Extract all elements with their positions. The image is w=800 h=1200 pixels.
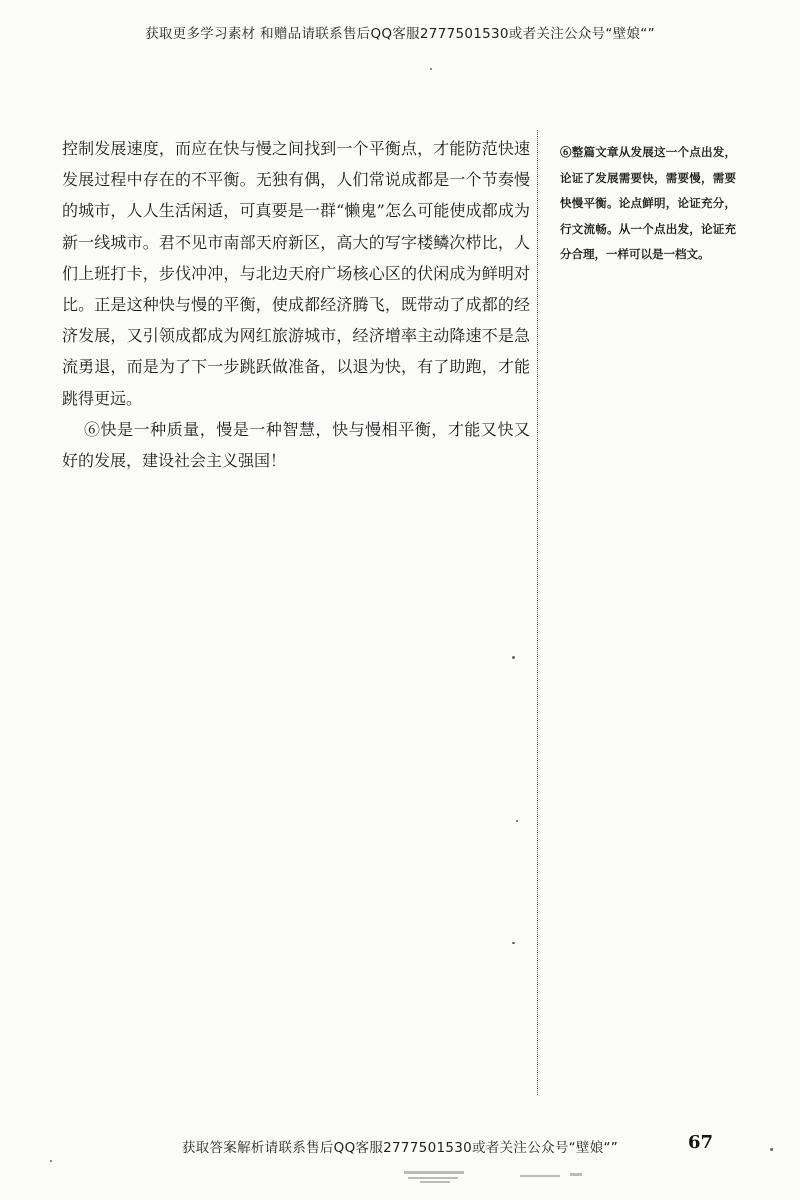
scan-speck — [430, 68, 432, 70]
column-divider — [537, 130, 538, 1095]
page-number: 67 — [688, 1132, 714, 1153]
essay-paragraph-continued: 控制发展速度，而应在快与慢之间找到一个平衡点，才能防范快速发展过程中存在的不平衡。无独有偶，人们常说成都是一个节奏慢的城市，人人生活闲适，可真要是一群“懒鬼”怎么可能使成都成为新一线城市。君不见市南部天府新区，高大的写字楼鳞次栉比，人们上班打卡，步伐冲冲，与北边天府广场核心区的伏闲成为鲜明对比。正是这种快与慢的平衡，使成都经济腾飞，既带动了成都的经济发展，又引领成都成为网红旅游城市，经济增率主动降速不是急流勇退，而是为了下一步跳跃做准备，以退为快，有了助跑，才能跳得更远。 — [62, 139, 530, 408]
header-notice: 获取更多学习素材 和赠品请联系售后QQ客服2777501530或者关注公众号“壁娘“” — [145, 26, 655, 42]
essay-paragraph-conclusion: ⑥快是一种质量，慢是一种智慧，快与慢相平衡，才能又快又好的发展，建设社会主义强国！ — [62, 419, 530, 471]
footer-notice: 获取答案解析请联系售后QQ客服2777501530或者关注公众号“壁娘“” — [181, 1140, 619, 1156]
scan-speck — [512, 656, 515, 659]
scan-smudge — [400, 1165, 600, 1189]
scan-speck — [512, 942, 515, 944]
essay-body — [62, 133, 530, 476]
margin-comment: ⑥整篇文章从发展这一个点出发，论证了发展需要快，需要慢，需要快慢平衡。论点鲜明，论证充分，行文流畅。从一个点出发，论证充分合理，一样可以是一档文。 — [560, 145, 736, 261]
scan-speck — [50, 1160, 52, 1162]
scan-speck — [770, 1148, 773, 1151]
scan-speck — [516, 820, 518, 822]
